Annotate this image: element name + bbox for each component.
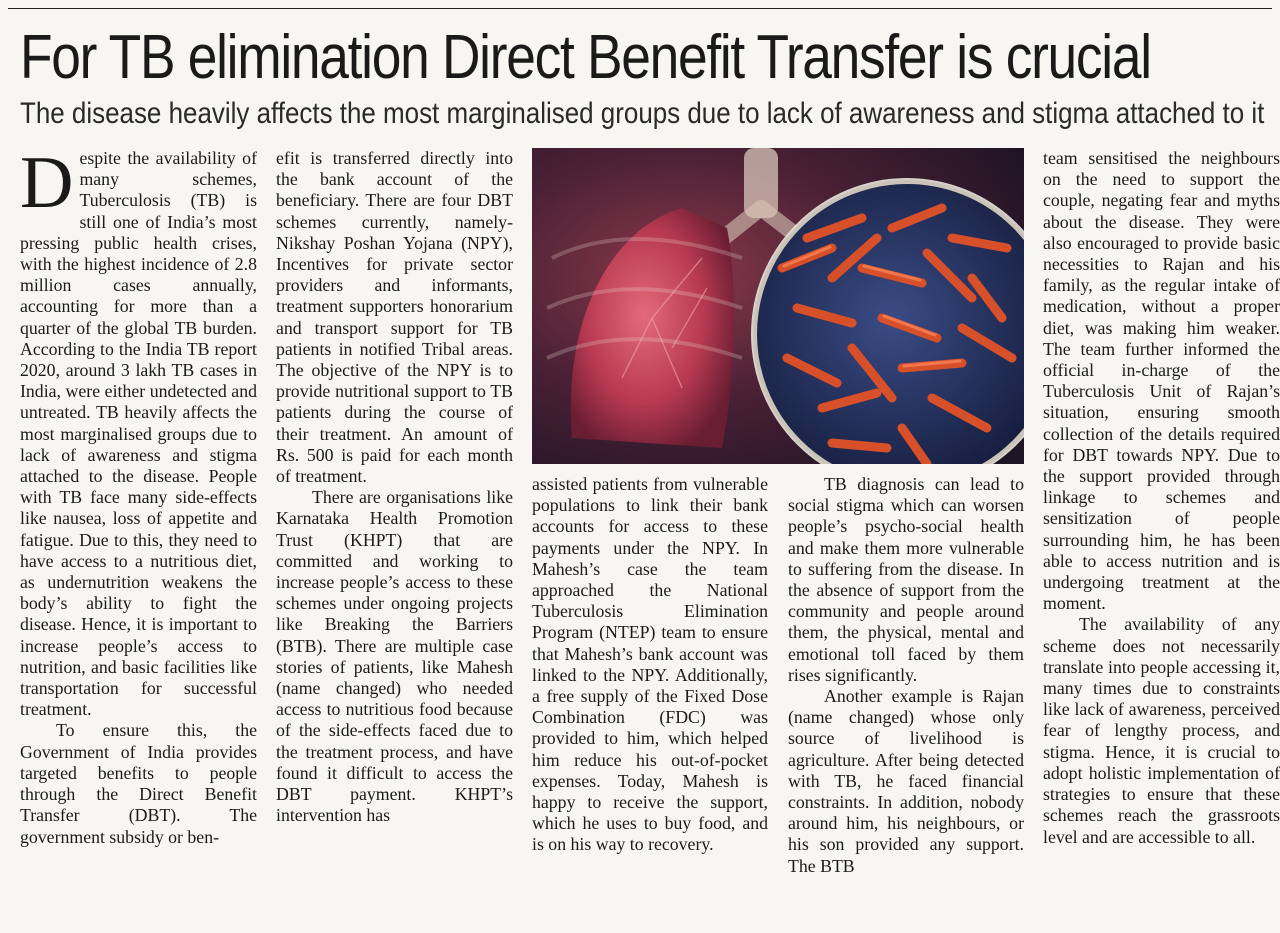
- article-column-3: [532, 474, 768, 908]
- illustration-svg: [532, 148, 1024, 464]
- article-column-2: [276, 148, 513, 908]
- top-rule: [8, 8, 1272, 9]
- paragraph: To ensure this, the Government of India provides targeted benefits to people through the Direct Benefit Transfer (DBT). The government subsidy or ben-: [20, 720, 257, 847]
- paragraph-text: espite the availability of many schemes, Tuberculosis (TB) is still one of India’s most pressing public health crises, with the highest incidence of 2.8 million cases annually, accounting for more than a quarter of the global TB burden. According to the India TB report 2020, around 3 lakh TB cases in India, were either undetected and untreated. TB heavily affects the most marginalised groups due to lack of awareness and stigma attached to the disease. People with TB face many side-effects like nausea, loss of appetite and fatigue. Due to this, they need to have access to a nutritious diet, as undernutrition weakens the body’s ability to fight the disease. Hence, it is important to increase people’s access to nutrition, and basic facilities like transportation for successful treatment.: [20, 148, 257, 720]
- dropcap: D: [20, 148, 74, 224]
- headline: For TB elimination Direct Benefit Transfer is crucial: [20, 23, 1151, 92]
- paragraph: The availability of any scheme does not necessarily translate into people accessing it, many times due to constraints like lack of awareness, perceived fear of lengthy process, and stigma. Hence, it is crucial to adopt holistic implementation of strategies to ensure that these schemes reach the grassroots level and are accessible to all.: [1043, 614, 1280, 847]
- paragraph: [20, 148, 257, 720]
- article-column-4: [788, 474, 1024, 908]
- paragraph: assisted patients from vulnerable populations to link their bank accounts for access to these payments under the NPY. In Mahesh’s case the team approached the National Tuberculosis Elimination Program (NTEP) team to ensure that Mahesh’s bank account was linked to the NPY. Additionally, a free supply of the Fixed Dose Combination (FDC) was provided to him, which helped him reduce his out-of-pocket expenses. Today, Mahesh is happy to receive the support, which he uses to buy food, and is on his way to recovery.: [532, 474, 768, 855]
- tb-bacteria-lung-illustration: [532, 148, 1024, 464]
- paragraph: There are organisations like Karnataka Health Promotion Trust (KHPT) that are committed and working to increase people’s access to these schemes under ongoing projects like Breaking the Barriers (BTB). There are multiple case stories of patients, like Mahesh (name changed) who needed access to nutritious food because of the side-effects faced due to the treatment process, and have found it difficult to access the DBT payment. KHPT’s intervention has: [276, 487, 513, 826]
- article-column-1: [20, 148, 257, 908]
- paragraph: team sensitised the neighbours on the need to support the couple, negating fear and myths about the disease. They were also encouraged to provide basic necessities to Rajan and his family, as the regular intake of medication, without a proper diet, was making him weaker. The team further informed the official in-charge of the Tuberculosis Unit of Rajan’s situation, ensuring smooth collection of the details required for DBT towards NPY. Due to the support provided through linkage to schemes and sensitization of people surrounding him, he has been able to access nutrition and is undergoing treatment at the moment.: [1043, 148, 1280, 614]
- article-column-5: [1043, 148, 1280, 908]
- paragraph: efit is transferred directly into the bank account of the beneficiary. There are four DBT schemes currently, namely- Nikshay Poshan Yojana (NPY), Incentives for private sector providers and informants, treatment supporters honorarium and transport support for TB patients in notified Tribal areas. The objective of the NPY is to provide nutritional support to TB patients during the course of their treatment. An amount of Rs. 500 is paid for each month of treatment.: [276, 148, 513, 487]
- paragraph: TB diagnosis can lead to social stigma which can worsen people’s psycho-social health and make them more vulnerable to suffering from the disease. In the absence of support from the community and people around them, the physical, mental and emotional toll faced by them rises significantly.: [788, 474, 1024, 685]
- deck-subheadline: The disease heavily affects the most marginalised groups due to lack of awareness and stigma attached to it: [20, 97, 1265, 130]
- paragraph: Another example is Rajan (name changed) whose only source of livelihood is agriculture. After being detected with TB, he faced financial constraints. In addition, nobody around him, his neighbours, or his son provided any support. The BTB: [788, 686, 1024, 876]
